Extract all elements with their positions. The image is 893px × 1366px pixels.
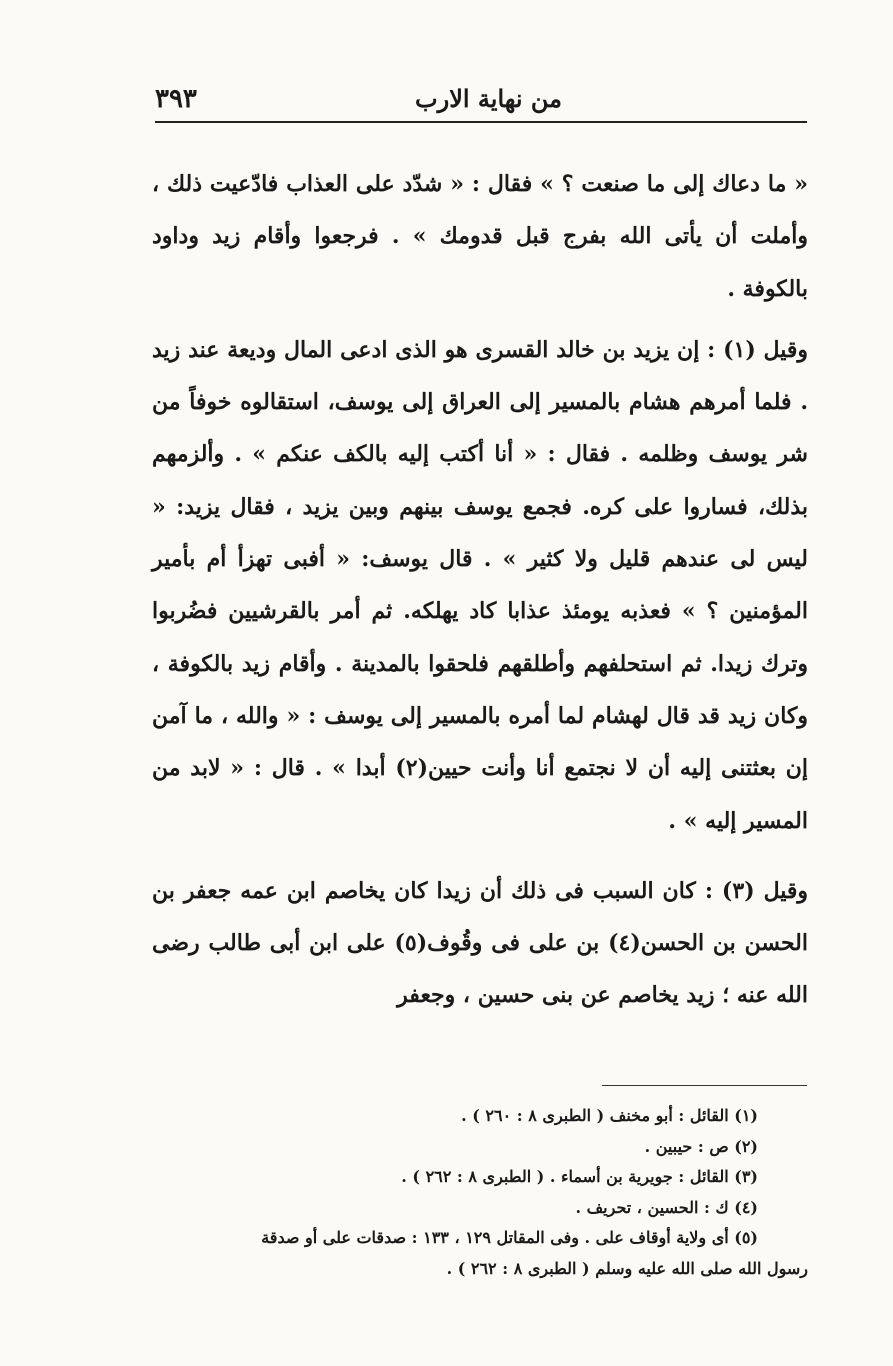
footnote: (١) القائل : أبو مخنف ( الطبرى ٨ : ٢٦٠ ) . [461,1106,758,1125]
footnote: (٥) أى ولاية أوقاف على . وفى المقاتل ١٢٩ ، ١٣٣ : صدقات على أو صدقة [261,1228,758,1247]
footnote-rule [602,1085,807,1086]
running-title: من نهاية الارب [415,84,562,113]
paragraph: « ما دعاك إلى ما صنعت ؟ » فقال : « شدّد على العذاب فادّعيت ذلك ، وأملت أن يأتى الله بفرج قبل قدومك » . فرجعوا وأقام زيد وداود بالكوفة . [152,171,808,302]
header-rule [155,121,807,123]
footnote: (٤) ك : الحسين ، تحريف . [575,1197,758,1217]
running-header [155,82,807,122]
paragraph: وقيل (٣) : كان السبب فى ذلك أن زيدا كان يخاصم ابن عمه جعفر بن الحسن بن الحسن(٤) بن على فى وقُوف(٥) على ابن أبى طالب رضى الله عنه ؛ زيد يخاصم عن بنى حسين ، وجعفر [152,877,809,1009]
paragraph: وقيل (١) : إن يزيد بن خالد القسرى هو الذى ادعى المال وديعة عند زيد . فلما أمرهم هشام بالمسير إلى العراق إلى يوسف، استقالوه خوفاً من شر يوسف وظلمه . فقال : « أنا أكتب إليه بالكف عنكم » . وألزمهم بذلك، فساروا على كره. فجمع يوسف بينهم وبين يزيد ، فقال يزيد: « ليس لى عندهم قليل ولا كثير » . قال يوسف: « أفبى تهزأ أم بأمير المؤمنين ؟ » فعذبه يومئذ عذابا كاد يهلكه. ثم أمر بالقرشيين فضُربوا وترك زيدا. ثم استحلفهم وأطلقهم فلحقوا بالمدينة . وأقام زيد بالكوفة ، وكان زيد قد قال لهشام لما أمره بالمسير إلى يوسف : « والله ، ما آمن إن بعثتنى إليه أن لا نجتمع أنا وأنت حيين(٢) أبدا » . قال : « لابد من المسير إليه » . [152,336,809,834]
footnote-continuation: رسول الله صلى الله عليه وسلم ( الطبرى ٨ : ٢٦٢ ) . [446,1258,808,1278]
page-number: ٣٩٣ [155,84,197,114]
footnote: (٣) القائل : جويرية بن أسماء . ( الطبرى ٨ : ٢٦٢ ) . [401,1167,758,1186]
footnote: (٢) ص : حيبين . [644,1136,758,1156]
main-text [152,158,808,1022]
footnotes [152,1101,808,1284]
